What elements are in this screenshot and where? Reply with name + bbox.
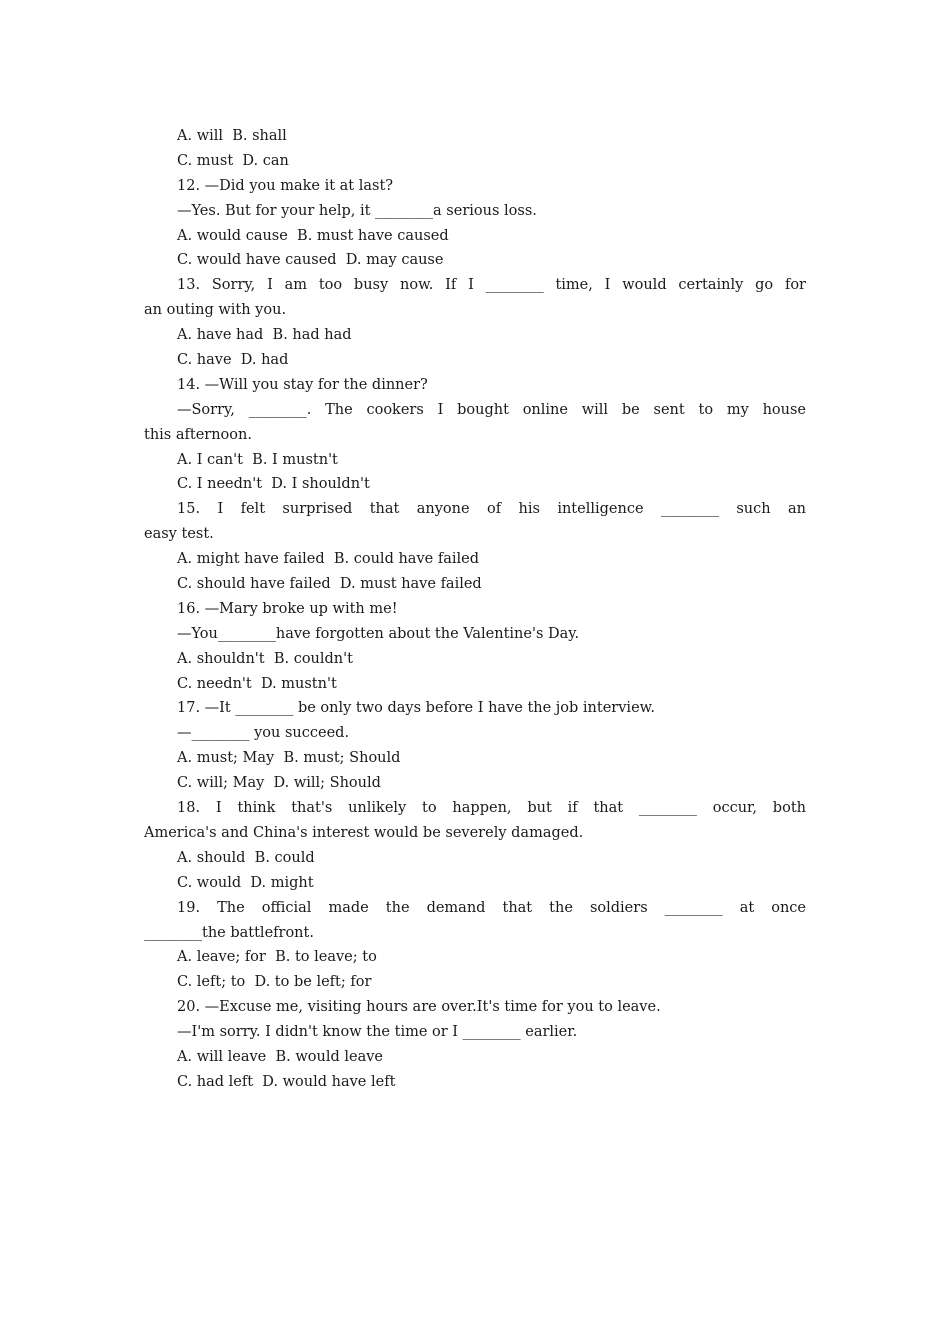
- text-line: 14. —Will you stay for the dinner?: [177, 376, 428, 393]
- text-line: 16. —Mary broke up with me!: [177, 600, 398, 617]
- text-line: —Sorry, ________. The cookers I bought online will be sent to my house: [177, 401, 806, 418]
- text-line: —________ you succeed.: [177, 725, 350, 742]
- text-line: A. should B. could: [177, 849, 315, 866]
- text-line: C. must D. can: [177, 152, 289, 169]
- text-line: an outing with you.: [144, 302, 287, 319]
- text-line: 20. —Excuse me, visiting hours are over.It's time for you to leave.: [177, 999, 661, 1016]
- text-line: 12. —Did you make it at last?: [177, 177, 394, 194]
- text-line: C. have D. had: [177, 352, 289, 369]
- text-line: A. will leave B. would leave: [177, 1048, 383, 1065]
- text-line: C. would have caused D. may cause: [177, 252, 444, 269]
- text-line: —You________have forgotten about the Valentine's Day.: [177, 625, 580, 642]
- text-line: 15. I felt surprised that anyone of his intelligence ________ such an: [177, 501, 806, 518]
- question-list: [144, 124, 806, 1095]
- text-line: A. have had B. had had: [177, 327, 352, 344]
- text-line: C. will; May D. will; Should: [177, 775, 381, 792]
- text-line: 17. —It ________ be only two days before I have the job interview.: [177, 700, 655, 717]
- text-line: this afternoon.: [144, 426, 252, 443]
- text-line: easy test.: [144, 526, 214, 543]
- text-line: ________the battlefront.: [144, 924, 314, 941]
- text-line: A. I can't B. I mustn't: [177, 451, 338, 468]
- text-line: 19. The official made the demand that the soldiers ________ at once: [177, 899, 806, 916]
- text-line: 18. I think that's unlikely to happen, but if that ________ occur, both: [177, 800, 806, 817]
- text-line: —Yes. But for your help, it ________a serious loss.: [177, 202, 537, 219]
- text-line: A. must; May B. must; Should: [177, 750, 401, 767]
- text-line: A. will B. shall: [177, 128, 287, 144]
- text-line: 13. Sorry, I am too busy now. If I ________ time, I would certainly go for: [177, 277, 806, 294]
- text-line: A. leave; for B. to leave; to: [177, 949, 377, 966]
- text-line: C. should have failed D. must have failed: [177, 576, 482, 593]
- text-line: C. had left D. would have left: [177, 1073, 396, 1090]
- text-line: A. might have failed B. could have failed: [177, 551, 479, 568]
- text-line: A. would cause B. must have caused: [177, 227, 449, 244]
- text-line: A. shouldn't B. couldn't: [177, 650, 353, 667]
- text-line: C. I needn't D. I shouldn't: [177, 476, 370, 493]
- text-line: America's and China's interest would be severely damaged.: [144, 824, 584, 841]
- text-line: C. needn't D. mustn't: [177, 675, 337, 692]
- text-line: —I'm sorry. I didn't know the time or I ________ earlier.: [177, 1024, 578, 1041]
- text-line: C. would D. might: [177, 874, 314, 891]
- text-line: C. left; to D. to be left; for: [177, 974, 372, 991]
